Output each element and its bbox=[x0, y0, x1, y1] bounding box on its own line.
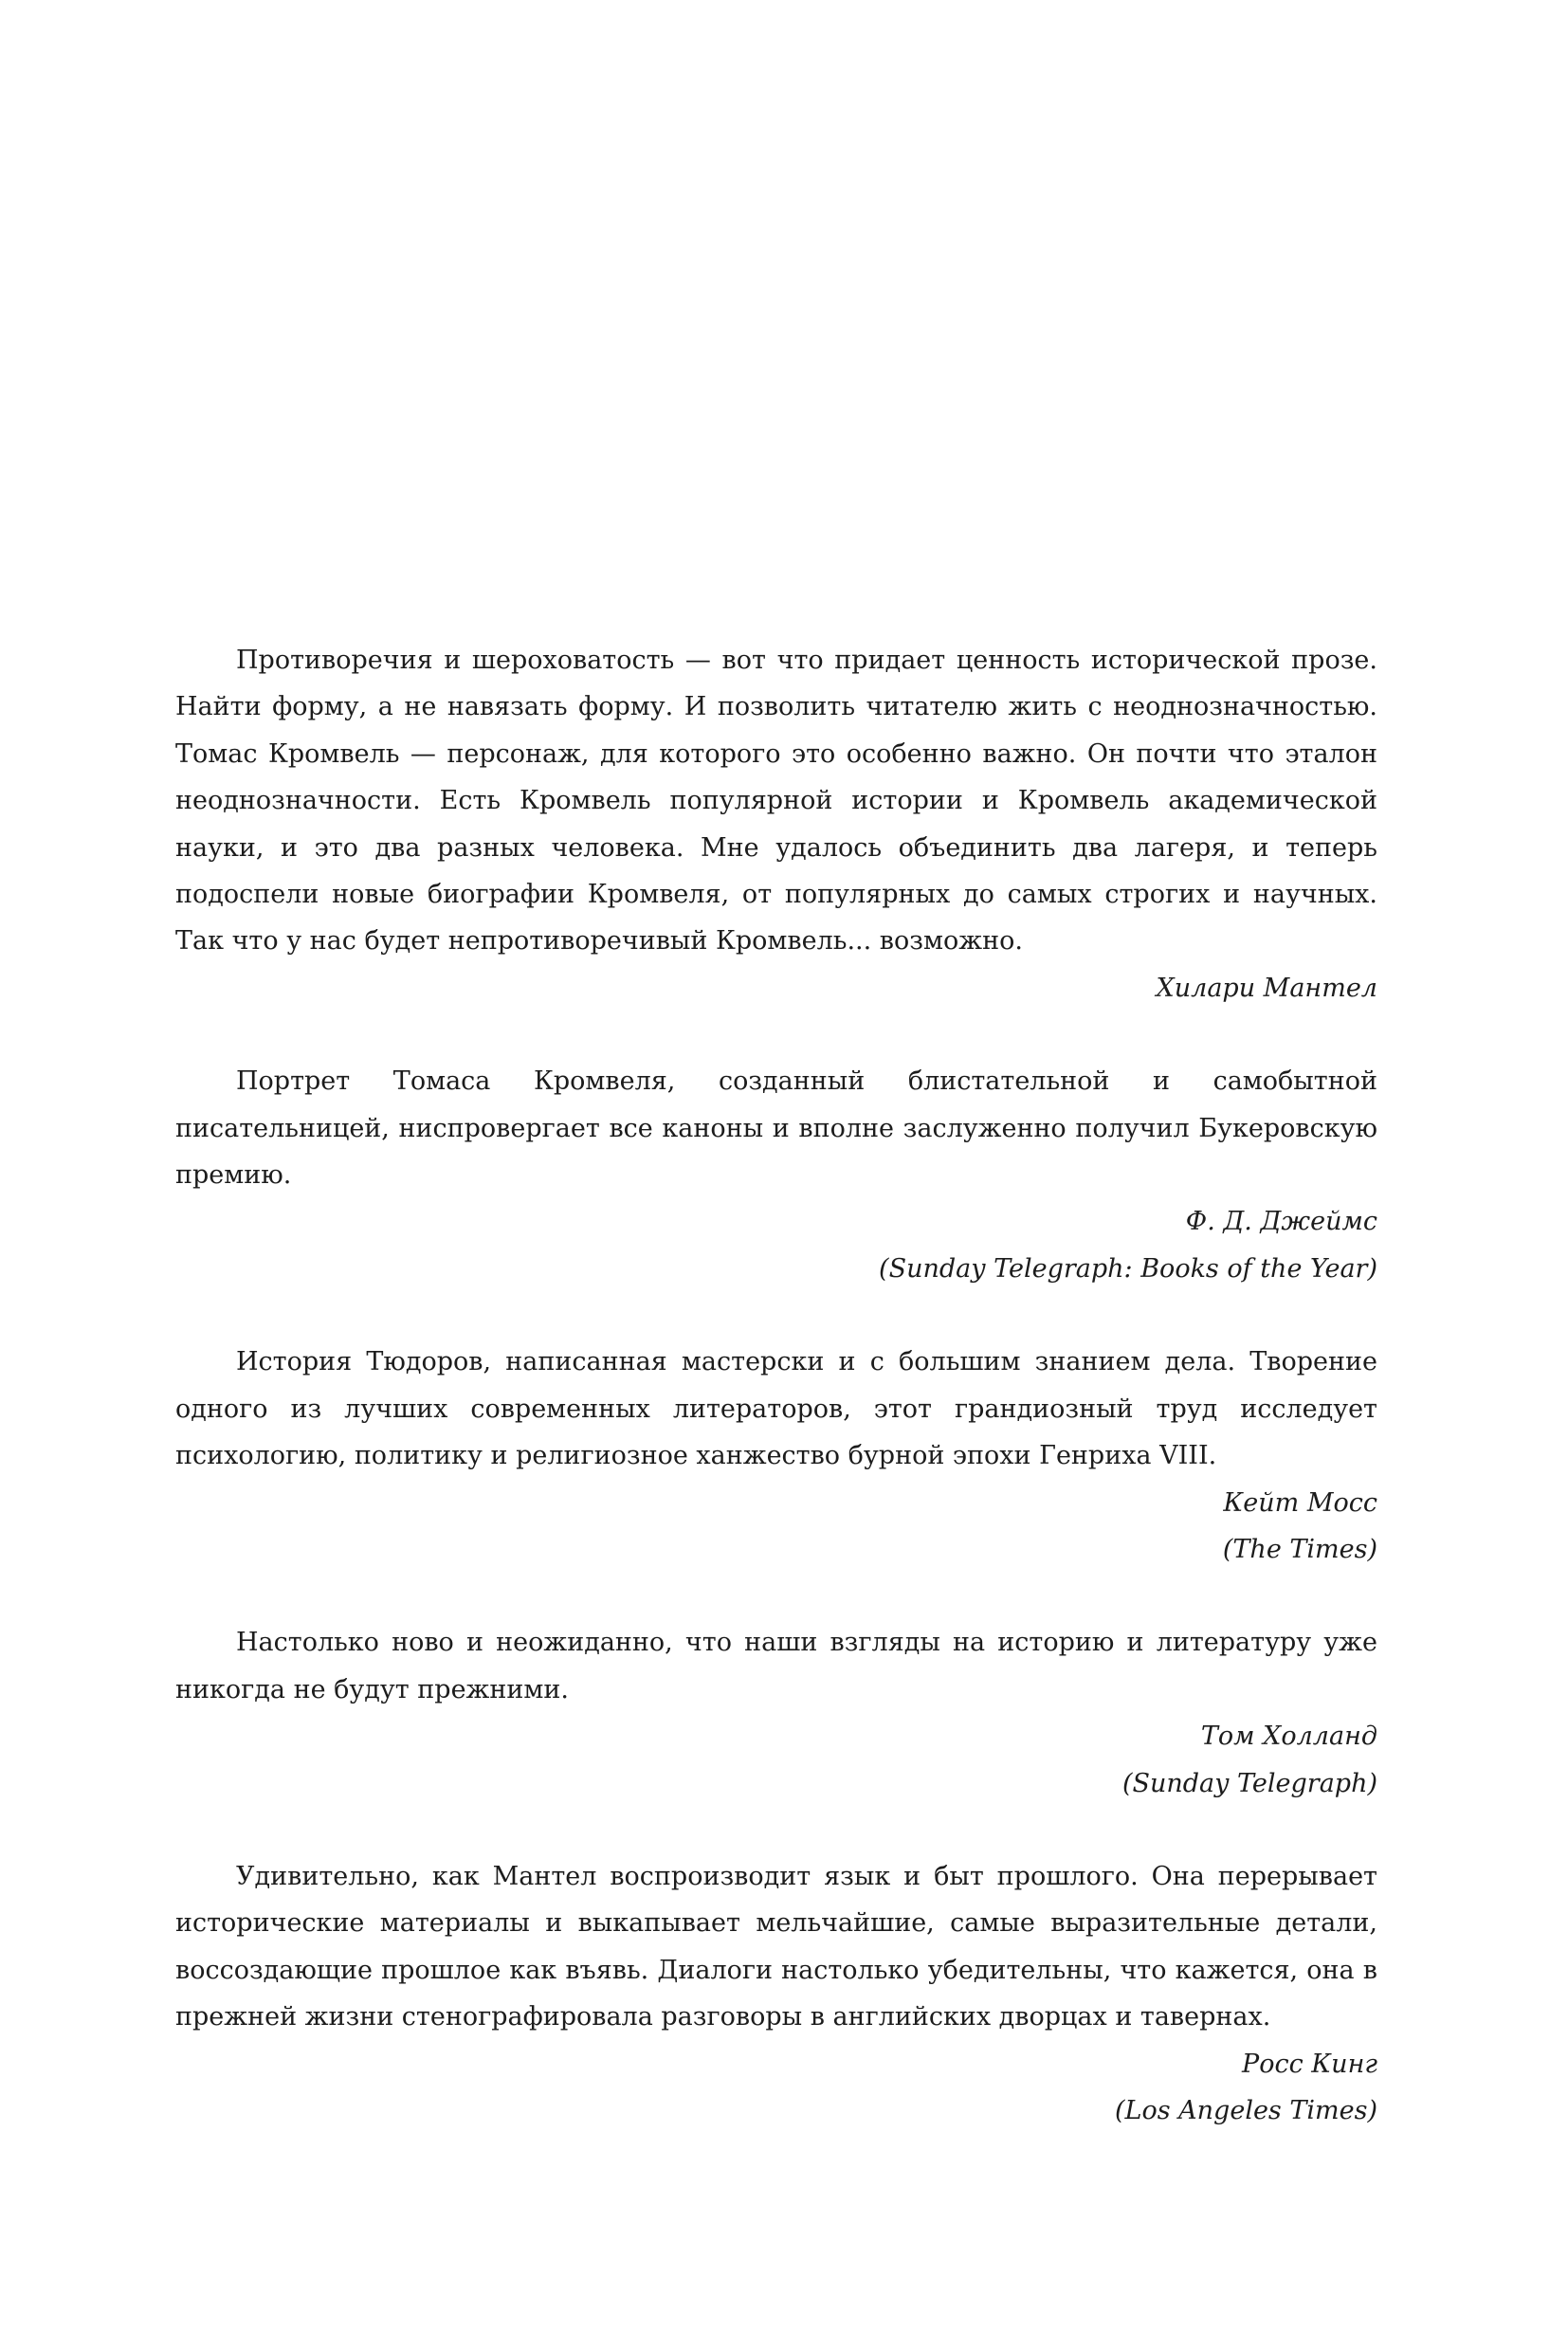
review-quote-2 bbox=[175, 1058, 1377, 1292]
quote-text: Портрет Томаса Кромвеля, созданный блистательной и самобытной писательницей, ниспровергает все каноны и вполне заслуженно получил Букеровскую премию. bbox=[175, 1066, 1377, 1191]
quote-text: Настолько ново и неожиданно, что наши взгляды на историю и литературу уже никогда не будут прежними. bbox=[175, 1628, 1377, 1704]
quote-source: (Los Angeles Times) bbox=[1115, 2095, 1377, 2125]
quote-author: Том Холланд bbox=[1200, 1722, 1377, 1752]
quote-attribution bbox=[175, 1713, 1377, 1807]
review-quote-3 bbox=[175, 1339, 1377, 1573]
quote-author: Хилари Мантел bbox=[1156, 973, 1377, 1003]
review-quote-1 bbox=[175, 637, 1377, 1011]
quote-attribution bbox=[175, 2041, 1377, 2135]
quote-author: Ф. Д. Джеймс bbox=[1185, 1207, 1377, 1237]
quote-text: Удивительно, как Мантел воспроизводит язык и быт прошлого. Она перерывает исторические материалы и выкапывает мельчайшие, самые выразительные детали, воссоздающие прошлое как въявь. Диалоги настолько убедительны, что кажется, она в прежней жизни стенографировала разговоры в английских дворцах и тавернах. bbox=[175, 1861, 1377, 2032]
quote-text: Противоречия и шероховатость — вот что придает ценность исторической прозе. Найти форму, а не навязать форму. И позволить читателю жить с неоднозначностью. Томас Кромвель — персонаж, для которого это особенно важно. Он почти что эталон неоднозначности. Есть Кромвель популярной истории и Кромвель академической науки, и это два разных человека. Мне удалось объединить два лагеря, и теперь подоспели новые биографии Кромвеля, от популярных до самых строгих и научных. Так что у нас будет непротиворечивый Кромвель... возможно. bbox=[175, 646, 1377, 957]
quote-source: (Sunday Telegraph) bbox=[1121, 1768, 1377, 1798]
quote-author: Кейт Мосс bbox=[1223, 1487, 1377, 1518]
review-quote-5 bbox=[175, 1853, 1377, 2134]
quote-attribution bbox=[175, 1198, 1377, 1292]
quote-attribution bbox=[175, 965, 1377, 1011]
quote-attribution bbox=[175, 1480, 1377, 1574]
review-quote-4 bbox=[175, 1619, 1377, 1807]
quote-text: История Тюдоров, написанная мастерски и с большим знанием дела. Творение одного из лучших современных литераторов, этот грандиозный труд исследует психологию, политику и религиозное ханжество бурной эпохи Генриха VIII. bbox=[175, 1347, 1377, 1471]
quote-source: (The Times) bbox=[1222, 1534, 1377, 1564]
quote-source: (Sunday Telegraph: Books of the Year) bbox=[879, 1253, 1377, 1284]
reviews-section bbox=[175, 637, 1377, 2134]
quote-author: Росс Кинг bbox=[1242, 2049, 1377, 2079]
